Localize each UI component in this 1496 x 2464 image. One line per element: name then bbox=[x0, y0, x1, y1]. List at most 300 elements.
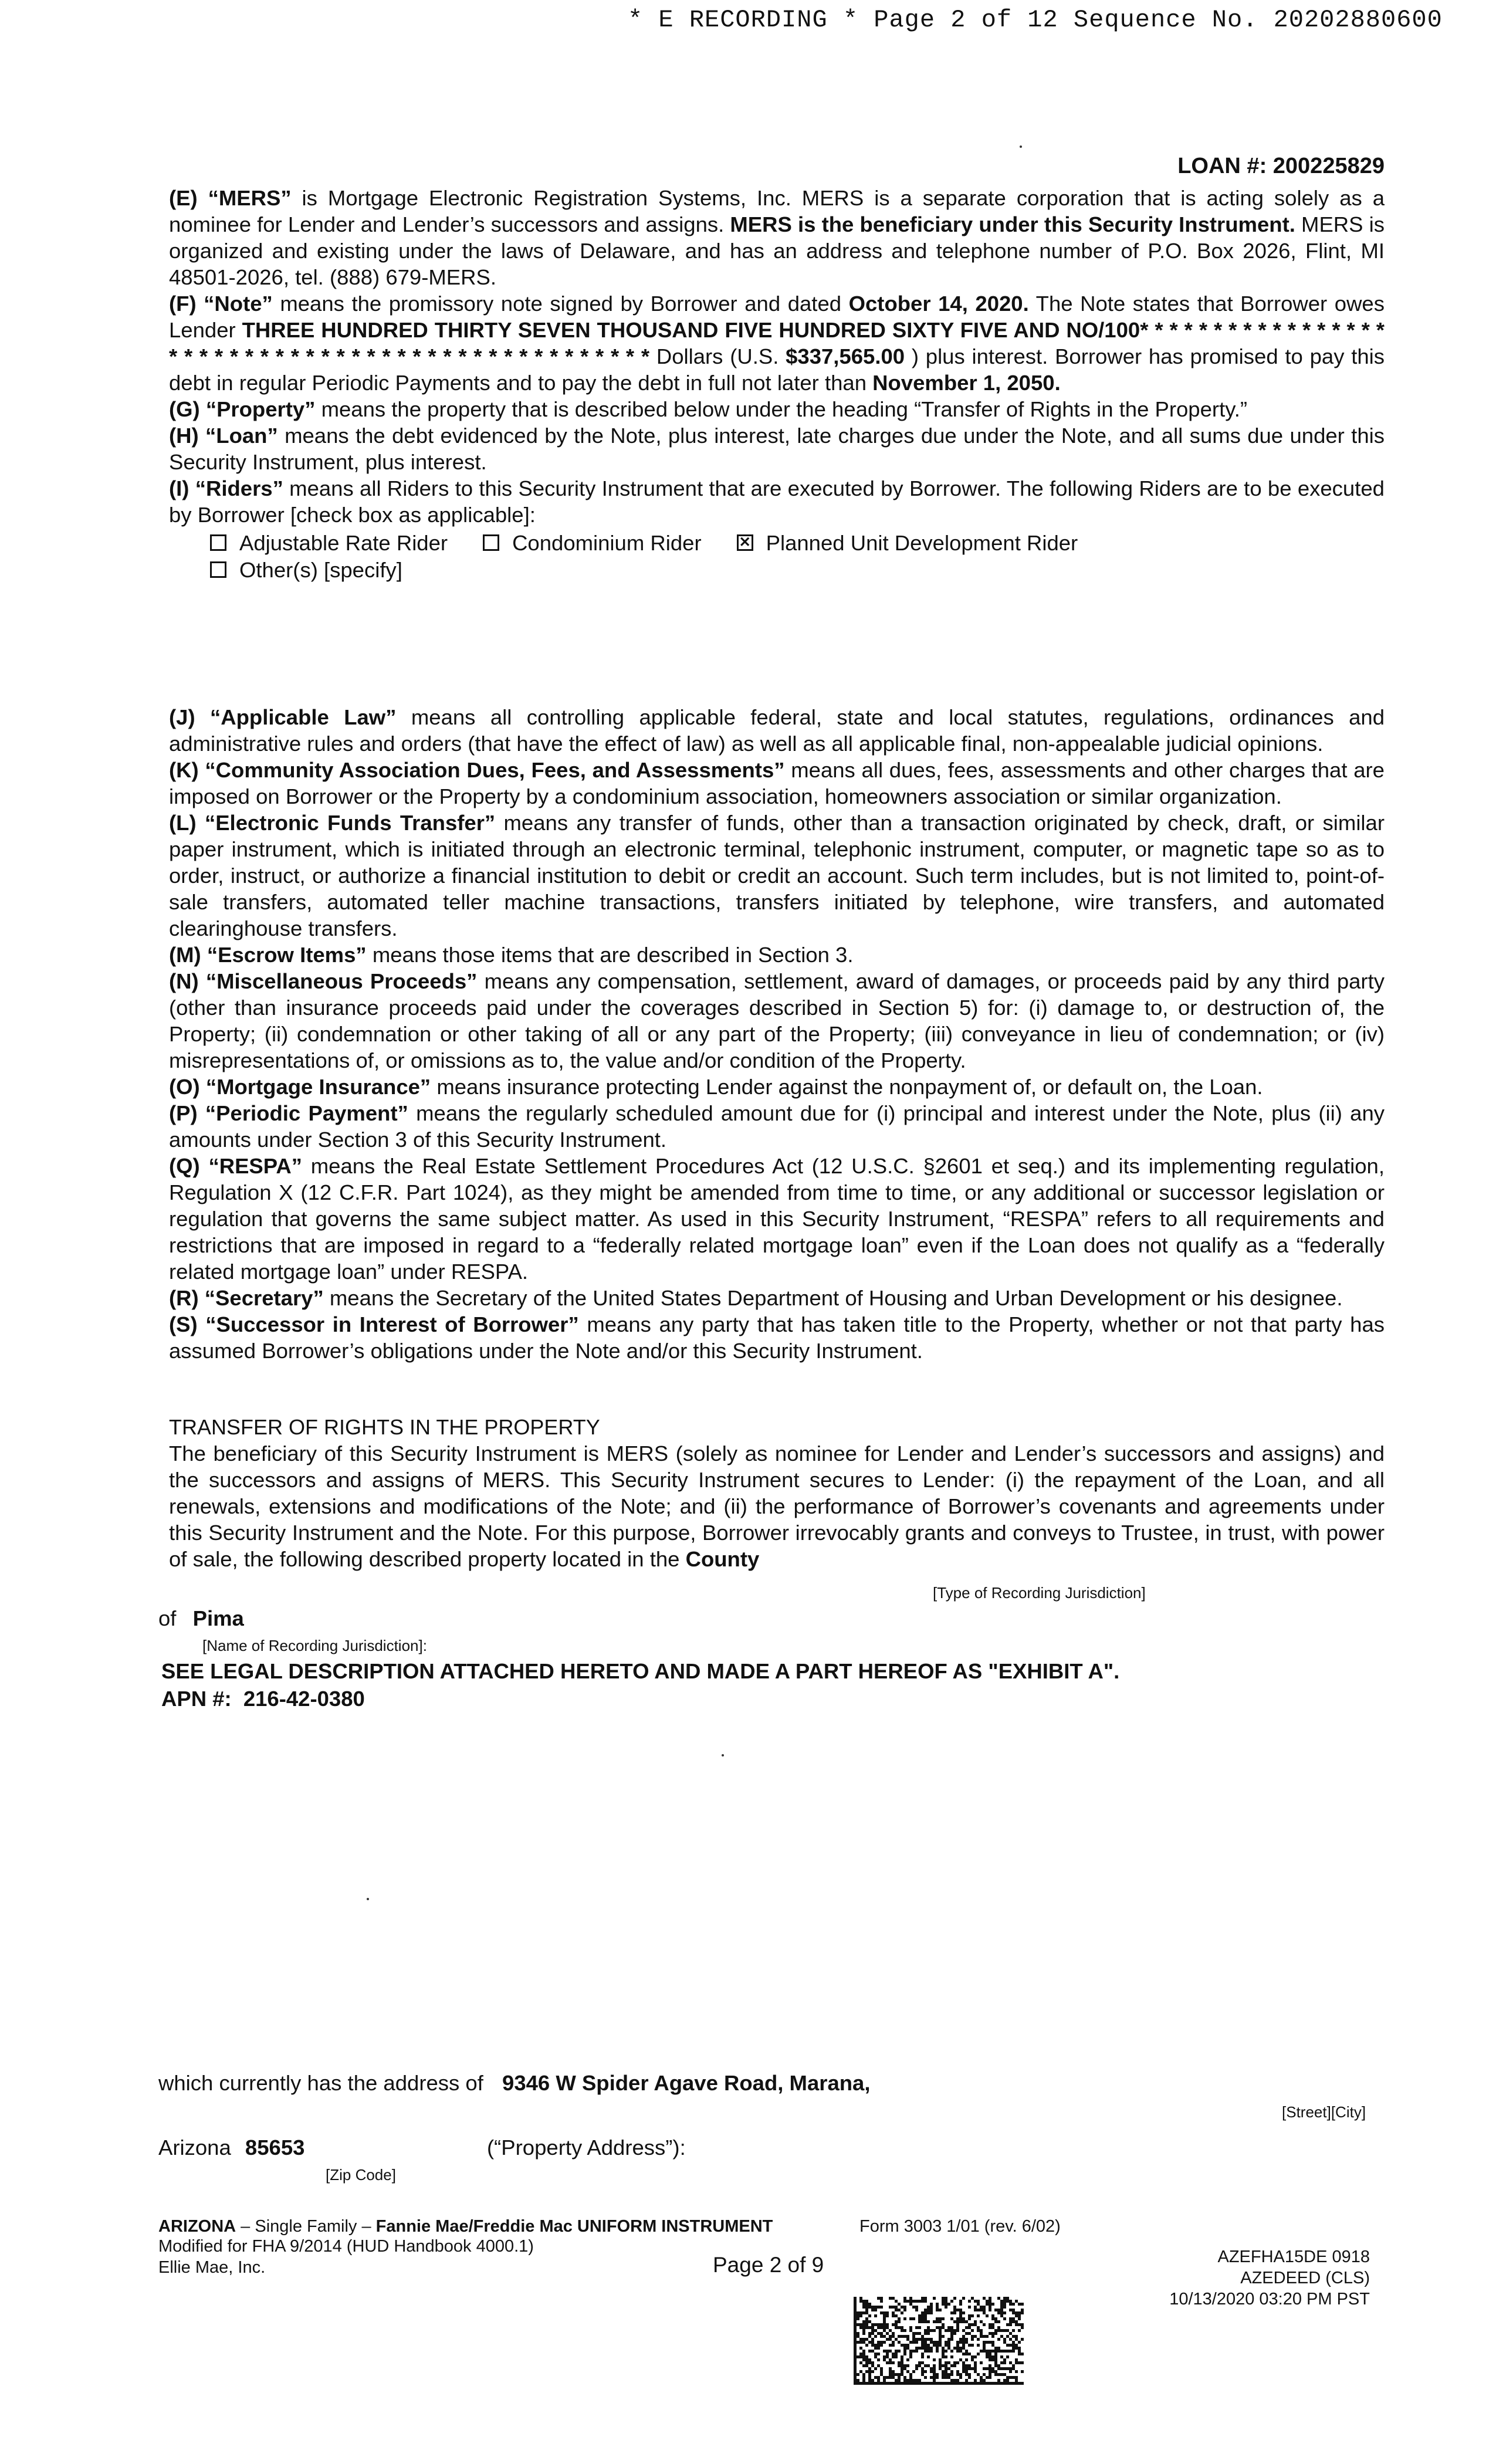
barcode-module bbox=[859, 2382, 862, 2385]
barcode-module bbox=[997, 2297, 1000, 2300]
barcode-module bbox=[883, 2320, 886, 2323]
barcode-module bbox=[1003, 2338, 1006, 2341]
transfer-paragraph bbox=[169, 1440, 1385, 1572]
barcode-module bbox=[895, 2353, 898, 2355]
barcode-module bbox=[912, 2335, 915, 2338]
barcode-module bbox=[1009, 2376, 1012, 2379]
definition-text: means all controlling applicable federal, state and local statutes, regulations, ordinances and administrative rules and orders (that have the effect of law) as well as all applicable final, non-appealable judicial opinions. bbox=[169, 705, 1385, 756]
barcode-module bbox=[1009, 2338, 1012, 2341]
barcode-module bbox=[886, 2353, 889, 2355]
barcode-module bbox=[862, 2306, 865, 2309]
barcode-module bbox=[930, 2367, 933, 2370]
loan-label: LOAN #: bbox=[1177, 154, 1267, 178]
barcode-module bbox=[865, 2311, 868, 2314]
barcode-module bbox=[854, 2364, 857, 2367]
barcode-module bbox=[956, 2320, 959, 2323]
barcode-module bbox=[906, 2358, 909, 2361]
barcode-module bbox=[921, 2347, 924, 2350]
barcode-module bbox=[883, 2355, 886, 2358]
barcode-module bbox=[901, 2355, 903, 2358]
barcode-module bbox=[901, 2329, 903, 2332]
barcode-module bbox=[1021, 2370, 1024, 2373]
barcode-module bbox=[862, 2303, 865, 2306]
footer-type: – Single Family – bbox=[236, 2217, 376, 2236]
barcode-module bbox=[924, 2332, 927, 2335]
barcode-module bbox=[965, 2367, 968, 2370]
barcode-module bbox=[974, 2309, 977, 2311]
address-zip: 85653 bbox=[245, 2135, 305, 2160]
barcode-module bbox=[927, 2344, 930, 2347]
barcode-module bbox=[871, 2323, 874, 2326]
barcode-module bbox=[877, 2379, 880, 2382]
barcode-module bbox=[959, 2382, 962, 2385]
barcode-module bbox=[983, 2382, 986, 2385]
barcode-module bbox=[1009, 2323, 1012, 2326]
barcode-module bbox=[1003, 2379, 1006, 2382]
barcode-module bbox=[862, 2329, 865, 2332]
barcode-module bbox=[942, 2350, 945, 2353]
barcode-module bbox=[956, 2379, 959, 2382]
barcode-module bbox=[854, 2320, 857, 2323]
barcode-module bbox=[912, 2370, 915, 2373]
barcode-module bbox=[862, 2364, 865, 2367]
barcode-module bbox=[939, 2382, 942, 2385]
barcode-module bbox=[871, 2361, 874, 2364]
barcode-module bbox=[962, 2370, 965, 2373]
barcode-module bbox=[968, 2323, 971, 2326]
note-date: October 14, 2020. bbox=[848, 292, 1029, 316]
barcode-module bbox=[1003, 2329, 1006, 2332]
barcode-module bbox=[865, 2303, 868, 2306]
barcode-module bbox=[906, 2382, 909, 2385]
barcode-module bbox=[892, 2382, 895, 2385]
barcode-module bbox=[977, 2353, 980, 2355]
barcode-module bbox=[989, 2332, 991, 2335]
rider-planned-unit-development[interactable] bbox=[737, 530, 1078, 556]
barcode-module bbox=[901, 2326, 903, 2329]
barcode-module bbox=[956, 2329, 959, 2332]
barcode-module bbox=[933, 2320, 936, 2323]
barcode-module bbox=[854, 2317, 857, 2320]
barcode-module bbox=[1021, 2311, 1024, 2314]
barcode-module bbox=[854, 2361, 857, 2364]
barcode-module bbox=[912, 2350, 915, 2353]
barcode-module bbox=[962, 2311, 965, 2314]
barcode-module bbox=[927, 2347, 930, 2350]
barcode-module bbox=[1006, 2300, 1009, 2303]
barcode-module bbox=[871, 2306, 874, 2309]
definition-text: MERS is organized and existing under the laws of Delaware, and has an address and telephone number of P.O. Box 2026, Flint, MI 48501-2026, tel. (888) 679-MERS. bbox=[169, 212, 1385, 289]
barcode-module bbox=[1000, 2361, 1003, 2364]
barcode-module bbox=[1003, 2367, 1006, 2370]
barcode-module bbox=[1006, 2297, 1009, 2300]
term-note: (F) “Note” bbox=[169, 292, 273, 316]
barcode-module bbox=[962, 2297, 965, 2300]
barcode-module bbox=[959, 2317, 962, 2320]
barcode-module bbox=[1009, 2332, 1012, 2335]
barcode-module bbox=[871, 2382, 874, 2385]
barcode-module bbox=[862, 2338, 865, 2341]
barcode-module bbox=[862, 2353, 865, 2355]
barcode-module bbox=[1000, 2300, 1003, 2303]
barcode-module bbox=[945, 2376, 947, 2379]
barcode-module bbox=[857, 2355, 859, 2358]
term-community-association: (K) “Community Association Dues, Fees, and Assessments” bbox=[169, 758, 785, 782]
barcode-module bbox=[868, 2358, 871, 2361]
barcode-module bbox=[942, 2297, 945, 2300]
barcode-module bbox=[921, 2344, 924, 2347]
barcode-module bbox=[877, 2353, 880, 2355]
barcode-module bbox=[959, 2338, 962, 2341]
barcode-module bbox=[1000, 2306, 1003, 2309]
barcode-module bbox=[956, 2317, 959, 2320]
barcode-module bbox=[883, 2350, 886, 2353]
barcode-module bbox=[956, 2373, 959, 2376]
barcode-module bbox=[983, 2323, 986, 2326]
barcode-module bbox=[909, 2341, 912, 2344]
barcode-module bbox=[854, 2323, 857, 2326]
barcode-module bbox=[865, 2338, 868, 2341]
barcode-module bbox=[1015, 2370, 1018, 2373]
barcode-module bbox=[877, 2341, 880, 2344]
rider-other[interactable] bbox=[210, 557, 402, 583]
barcode-module bbox=[965, 2382, 968, 2385]
barcode-module bbox=[989, 2358, 991, 2361]
jurisdiction-type: County bbox=[685, 1547, 760, 1571]
barcode-module bbox=[977, 2338, 980, 2341]
barcode-module bbox=[1006, 2329, 1009, 2332]
barcode-module bbox=[909, 2350, 912, 2353]
definition-m bbox=[169, 942, 1385, 968]
barcode-module bbox=[936, 2306, 939, 2309]
barcode-module bbox=[1018, 2350, 1021, 2353]
barcode-module bbox=[901, 2306, 903, 2309]
barcode-module bbox=[950, 2350, 953, 2353]
barcode-module bbox=[909, 2355, 912, 2358]
barcode-module bbox=[895, 2309, 898, 2311]
barcode-module bbox=[950, 2300, 953, 2303]
barcode-module bbox=[962, 2347, 965, 2350]
barcode-module bbox=[950, 2373, 953, 2376]
barcode-module bbox=[945, 2300, 947, 2303]
barcode-module bbox=[912, 2317, 915, 2320]
barcode-module bbox=[950, 2355, 953, 2358]
barcode-module bbox=[968, 2306, 971, 2309]
barcode-module bbox=[942, 2300, 945, 2303]
barcode-module bbox=[880, 2335, 883, 2338]
barcode-module bbox=[965, 2350, 968, 2353]
barcode-module bbox=[857, 2332, 859, 2335]
barcode-module bbox=[997, 2320, 1000, 2323]
barcode-module bbox=[921, 2335, 924, 2338]
barcode-module bbox=[889, 2350, 892, 2353]
barcode-module bbox=[930, 2350, 933, 2353]
barcode-module bbox=[895, 2338, 898, 2341]
barcode-module bbox=[1003, 2358, 1006, 2361]
barcode-module bbox=[880, 2332, 883, 2335]
barcode-module bbox=[989, 2306, 991, 2309]
checkbox-condominium[interactable] bbox=[483, 534, 499, 551]
barcode-module bbox=[1000, 2329, 1003, 2332]
barcode-module bbox=[854, 2329, 857, 2332]
barcode-module bbox=[886, 2326, 889, 2329]
barcode-module bbox=[1012, 2335, 1015, 2338]
barcode-module bbox=[859, 2361, 862, 2364]
barcode-module bbox=[877, 2326, 880, 2329]
barcode-module bbox=[874, 2344, 877, 2347]
barcode-module bbox=[903, 2350, 906, 2353]
footer-state: ARIZONA bbox=[158, 2217, 236, 2236]
recording-header: * E RECORDING * Page 2 of 12 Sequence No. 20202880600 bbox=[628, 6, 1443, 34]
amount-number: $337,565.00 bbox=[786, 344, 905, 368]
definition-text: The Note states that Borrower owes Lender bbox=[169, 292, 1385, 342]
definition-l bbox=[169, 810, 1385, 942]
barcode-module bbox=[997, 2347, 1000, 2350]
footer-code-1: AZEFHA15DE 0918 bbox=[1217, 2248, 1370, 2266]
barcode-module bbox=[953, 2361, 956, 2364]
barcode-module bbox=[945, 2297, 947, 2300]
barcode-module bbox=[933, 2344, 936, 2347]
barcode-module bbox=[865, 2300, 868, 2303]
barcode-module bbox=[883, 2376, 886, 2379]
barcode-module bbox=[883, 2314, 886, 2317]
barcode-module bbox=[989, 2364, 991, 2367]
rider-condominium[interactable] bbox=[483, 530, 702, 556]
barcode-module bbox=[968, 2317, 971, 2320]
barcode-module bbox=[1015, 2320, 1018, 2323]
barcode-module bbox=[939, 2367, 942, 2370]
barcode-module bbox=[877, 2382, 880, 2385]
barcode-module bbox=[989, 2341, 991, 2344]
barcode-module bbox=[901, 2382, 903, 2385]
barcode-module bbox=[968, 2344, 971, 2347]
check-x-icon: ✕ bbox=[739, 534, 751, 550]
barcode-module bbox=[1021, 2361, 1024, 2364]
barcode-module bbox=[895, 2323, 898, 2326]
barcode-module bbox=[854, 2373, 857, 2376]
barcode-module bbox=[977, 2303, 980, 2306]
barcode-module bbox=[1003, 2317, 1006, 2320]
barcode-module bbox=[942, 2323, 945, 2326]
definition-i bbox=[169, 475, 1385, 528]
definition-text: means all Riders to this Security Instrument that are executed by Borrower. The following Riders are to be executed by Borrower [check box as applicable]: bbox=[169, 476, 1385, 527]
barcode-module bbox=[965, 2332, 968, 2335]
barcode-module bbox=[974, 2320, 977, 2323]
barcode-module bbox=[1009, 2367, 1012, 2370]
barcode-module bbox=[936, 2347, 939, 2350]
definition-text: means those items that are described in Section 3. bbox=[366, 943, 854, 967]
barcode-module bbox=[942, 2373, 945, 2376]
barcode-module bbox=[983, 2344, 986, 2347]
barcode-module bbox=[1012, 2344, 1015, 2347]
barcode-module bbox=[877, 2358, 880, 2361]
barcode-module bbox=[901, 2364, 903, 2367]
definition-text: means the property that is described below under the heading “Transfer of Rights in the Property.” bbox=[315, 397, 1248, 421]
barcode-module bbox=[1000, 2373, 1003, 2376]
barcode-module bbox=[953, 2297, 956, 2300]
scan-speck bbox=[1020, 145, 1022, 148]
barcode-module bbox=[903, 2297, 906, 2300]
barcode-module bbox=[974, 2323, 977, 2326]
barcode-module bbox=[895, 2379, 898, 2382]
barcode-module bbox=[868, 2306, 871, 2309]
barcode-module bbox=[1015, 2379, 1018, 2382]
barcode-module bbox=[892, 2353, 895, 2355]
barcode-module bbox=[945, 2355, 947, 2358]
barcode-module bbox=[983, 2306, 986, 2309]
barcode-module bbox=[868, 2335, 871, 2338]
barcode-module bbox=[857, 2317, 859, 2320]
barcode-module bbox=[1000, 2314, 1003, 2317]
barcode-module bbox=[1009, 2382, 1012, 2385]
barcode-module bbox=[968, 2300, 971, 2303]
amount-words: THREE HUNDRED THIRTY SEVEN THOUSAND FIVE HUNDRED SIXTY FIVE AND NO/100* * * * * * * * * * * * * * * * * * * * * * * * * * * * * * * * * * * * * * * * * * * * * * * * * bbox=[169, 318, 1385, 368]
barcode-module bbox=[921, 2367, 924, 2370]
barcode-module bbox=[921, 2311, 924, 2314]
barcode-module bbox=[906, 2370, 909, 2373]
barcode-module bbox=[950, 2332, 953, 2335]
barcode-module bbox=[980, 2329, 983, 2332]
barcode-module bbox=[971, 2367, 974, 2370]
barcode-module bbox=[1009, 2320, 1012, 2323]
barcode-module bbox=[989, 2309, 991, 2311]
barcode-module bbox=[971, 2355, 974, 2358]
barcode-module bbox=[986, 2350, 989, 2353]
definitions-block-2 bbox=[169, 704, 1385, 1364]
barcode-module bbox=[865, 2323, 868, 2326]
barcode-module bbox=[1018, 2317, 1021, 2320]
barcode-module bbox=[898, 2364, 901, 2367]
barcode-module bbox=[983, 2309, 986, 2311]
definition-text: means the debt evidenced by the Note, plus interest, late charges due under the Note, and all sums due under this Security Instrument, plus interest. bbox=[169, 424, 1385, 474]
barcode-module bbox=[1000, 2355, 1003, 2358]
barcode-module bbox=[947, 2329, 950, 2332]
barcode-module bbox=[986, 2355, 989, 2358]
barcode-module bbox=[994, 2309, 997, 2311]
barcode-module bbox=[962, 2329, 965, 2332]
barcode-module bbox=[950, 2370, 953, 2373]
barcode-module bbox=[939, 2320, 942, 2323]
barcode-module bbox=[1009, 2300, 1012, 2303]
checkbox-adjustable-rate[interactable] bbox=[210, 534, 226, 551]
barcode-module bbox=[859, 2338, 862, 2341]
rider-adjustable-rate[interactable] bbox=[210, 530, 448, 556]
definition-text: means the regularly scheduled amount due for (i) principal and interest under the Note, plus (ii) any amounts under Section 3 of this Security Instrument. bbox=[169, 1101, 1385, 1152]
barcode-module bbox=[871, 2350, 874, 2353]
term-applicable-law: (J) “Applicable Law” bbox=[169, 705, 397, 729]
checkbox-other[interactable] bbox=[210, 561, 226, 578]
barcode-module bbox=[889, 2335, 892, 2338]
barcode-module bbox=[994, 2317, 997, 2320]
barcode-module bbox=[974, 2306, 977, 2309]
barcode-module bbox=[918, 2320, 921, 2323]
barcode-module bbox=[991, 2355, 994, 2358]
barcode-module bbox=[927, 2311, 930, 2314]
barcode-module bbox=[862, 2355, 865, 2358]
barcode-module bbox=[1006, 2350, 1009, 2353]
barcode-module bbox=[880, 2341, 883, 2344]
barcode-module bbox=[871, 2326, 874, 2329]
barcode-module bbox=[1012, 2376, 1015, 2379]
barcode-module bbox=[983, 2335, 986, 2338]
footer-line-2: Modified for FHA 9/2014 (HUD Handbook 4000.1) bbox=[158, 2237, 534, 2256]
barcode-module bbox=[942, 2353, 945, 2355]
barcode-module bbox=[859, 2311, 862, 2314]
barcode-module bbox=[936, 2344, 939, 2347]
barcode-module bbox=[933, 2297, 936, 2300]
definition-f bbox=[169, 290, 1385, 396]
barcode-module bbox=[947, 2341, 950, 2344]
barcode-module bbox=[859, 2326, 862, 2329]
barcode-module bbox=[933, 2358, 936, 2361]
barcode-module bbox=[933, 2382, 936, 2385]
barcode-module bbox=[942, 2355, 945, 2358]
zip-code-label: [Zip Code] bbox=[326, 2166, 396, 2184]
barcode-module bbox=[956, 2361, 959, 2364]
barcode-module bbox=[1006, 2355, 1009, 2358]
barcode-module bbox=[871, 2329, 874, 2332]
barcode-module bbox=[889, 2297, 892, 2300]
barcode-module bbox=[997, 2379, 1000, 2382]
street-city-label: [Street][City] bbox=[1282, 2103, 1366, 2121]
barcode-module bbox=[886, 2314, 889, 2317]
barcode-module bbox=[1000, 2367, 1003, 2370]
barcode-module bbox=[877, 2364, 880, 2367]
barcode-module bbox=[874, 2314, 877, 2317]
barcode-module bbox=[880, 2367, 883, 2370]
barcode-module bbox=[956, 2326, 959, 2329]
barcode-module bbox=[974, 2367, 977, 2370]
barcode-module bbox=[857, 2341, 859, 2344]
barcode-module bbox=[927, 2320, 930, 2323]
barcode-module bbox=[906, 2379, 909, 2382]
barcode-module bbox=[892, 2361, 895, 2364]
barcode-module bbox=[930, 2303, 933, 2306]
barcode-module bbox=[991, 2382, 994, 2385]
barcode-module bbox=[1000, 2382, 1003, 2385]
definition-g bbox=[169, 396, 1385, 422]
barcode-module bbox=[980, 2320, 983, 2323]
barcode-module bbox=[857, 2314, 859, 2317]
barcode-module bbox=[939, 2358, 942, 2361]
barcode-module bbox=[947, 2326, 950, 2329]
barcode-module bbox=[868, 2370, 871, 2373]
barcode-module bbox=[965, 2353, 968, 2355]
barcode-module bbox=[865, 2355, 868, 2358]
barcode-module bbox=[877, 2347, 880, 2350]
term-mortgage-insurance: (O) “Mortgage Insurance” bbox=[169, 1075, 431, 1099]
barcode-module bbox=[898, 2309, 901, 2311]
barcode-module bbox=[857, 2311, 859, 2314]
barcode-module bbox=[883, 2317, 886, 2320]
barcode-module bbox=[889, 2344, 892, 2347]
barcode-module bbox=[892, 2370, 895, 2373]
barcode-module bbox=[854, 2376, 857, 2379]
barcode-module bbox=[924, 2350, 927, 2353]
barcode-module bbox=[950, 2379, 953, 2382]
barcode-module bbox=[959, 2303, 962, 2306]
barcode-module bbox=[965, 2338, 968, 2341]
barcode-module bbox=[942, 2376, 945, 2379]
barcode-module bbox=[927, 2382, 930, 2385]
definition-r bbox=[169, 1285, 1385, 1311]
barcode-module bbox=[962, 2367, 965, 2370]
barcode-module bbox=[986, 2300, 989, 2303]
barcode-module bbox=[959, 2350, 962, 2353]
barcode-module bbox=[868, 2373, 871, 2376]
barcode-module bbox=[939, 2364, 942, 2367]
checkbox-planned-unit-development[interactable] bbox=[737, 534, 753, 551]
